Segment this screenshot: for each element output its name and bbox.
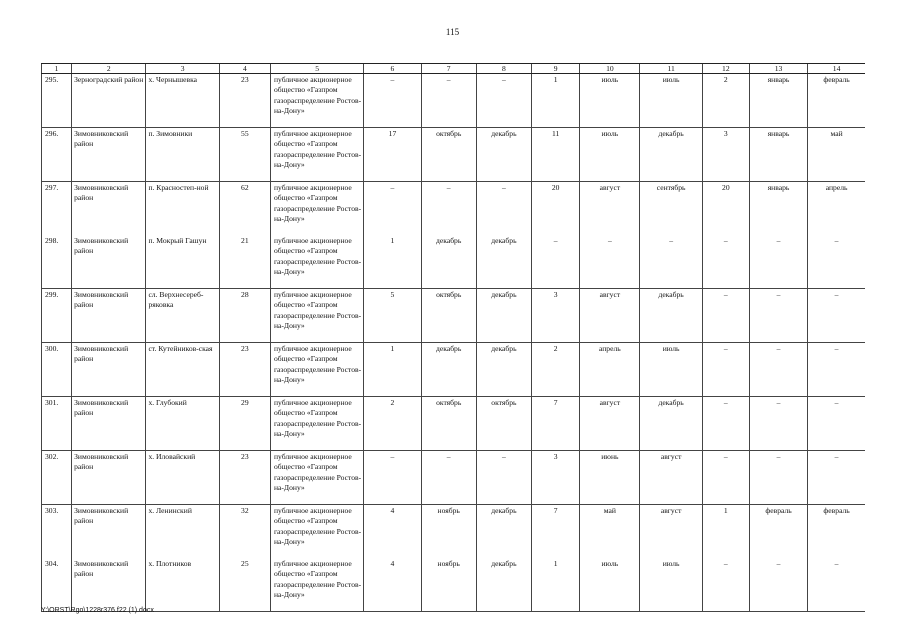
value-cell: 11	[532, 128, 580, 182]
month-cell: апрель	[580, 343, 640, 397]
count-cell: 55	[219, 128, 270, 182]
month-cell: сентябрь	[640, 182, 702, 236]
month-cell: декабрь	[476, 235, 531, 289]
month-cell: май	[808, 128, 865, 182]
district-cell: Зимовниковский район	[72, 128, 146, 182]
row-number: 301.	[42, 397, 72, 451]
column-header: 8	[476, 64, 531, 74]
district-cell: Зимовниковский район	[72, 451, 146, 505]
value-cell: 2	[702, 74, 749, 128]
column-header: 7	[421, 64, 476, 74]
count-cell: 28	[219, 289, 270, 343]
table-row	[42, 505, 866, 559]
column-header: 3	[146, 64, 219, 74]
month-cell: –	[476, 182, 531, 236]
month-cell: октябрь	[476, 397, 531, 451]
table-row	[42, 182, 866, 236]
month-cell: –	[808, 558, 865, 612]
table-row	[42, 235, 866, 289]
column-header: 5	[270, 64, 363, 74]
month-cell: октябрь	[421, 397, 476, 451]
settlement-cell: п. Мокрый Гашун	[146, 235, 219, 289]
value-cell: 1	[364, 235, 421, 289]
value-cell: –	[702, 397, 749, 451]
month-cell: февраль	[808, 74, 865, 128]
month-cell: август	[640, 505, 702, 559]
settlement-cell: п. Красностеп-ной	[146, 182, 219, 236]
count-cell: 23	[219, 343, 270, 397]
row-number: 300.	[42, 343, 72, 397]
organization-cell: публичное акционерное общество «Газпром газораспределение Ростов-на-Дону»	[270, 505, 363, 559]
column-number-row	[42, 64, 866, 74]
table-row	[42, 343, 866, 397]
table-row	[42, 128, 866, 182]
district-cell: Зимовниковский район	[72, 289, 146, 343]
table-row	[42, 451, 866, 505]
file-path-footer: Y:\ORST\Rgo\1228r376.f22 (1).docx	[41, 607, 154, 614]
month-cell: август	[580, 289, 640, 343]
count-cell: 21	[219, 235, 270, 289]
month-cell: –	[749, 289, 807, 343]
month-cell: январь	[749, 74, 807, 128]
month-cell: ноябрь	[421, 505, 476, 559]
settlement-cell: х. Чернышевка	[146, 74, 219, 128]
organization-cell: публичное акционерное общество «Газпром газораспределение Ростов-на-Дону»	[270, 558, 363, 612]
month-cell: декабрь	[476, 128, 531, 182]
month-cell: июль	[580, 128, 640, 182]
row-number: 304.	[42, 558, 72, 612]
month-cell: декабрь	[421, 235, 476, 289]
district-cell: Зимовниковский район	[72, 558, 146, 612]
month-cell: июнь	[580, 451, 640, 505]
column-header: 12	[702, 64, 749, 74]
column-header: 2	[72, 64, 146, 74]
month-cell: –	[808, 343, 865, 397]
settlement-cell: х. Глубокий	[146, 397, 219, 451]
month-cell: –	[421, 451, 476, 505]
month-cell: декабрь	[640, 128, 702, 182]
row-number: 298.	[42, 235, 72, 289]
settlement-cell: п. Зимовники	[146, 128, 219, 182]
row-number: 299.	[42, 289, 72, 343]
table-row	[42, 558, 866, 612]
month-cell: август	[640, 451, 702, 505]
value-cell: –	[364, 451, 421, 505]
organization-cell: публичное акционерное общество «Газпром газораспределение Ростов-на-Дону»	[270, 74, 363, 128]
month-cell: –	[808, 397, 865, 451]
column-header: 11	[640, 64, 702, 74]
month-cell: июль	[580, 558, 640, 612]
month-cell: июль	[640, 74, 702, 128]
value-cell: 4	[364, 558, 421, 612]
month-cell: декабрь	[476, 343, 531, 397]
month-cell: июль	[640, 558, 702, 612]
month-cell: апрель	[808, 182, 865, 236]
month-cell: –	[421, 182, 476, 236]
month-cell: май	[580, 505, 640, 559]
row-number: 302.	[42, 451, 72, 505]
month-cell: август	[580, 182, 640, 236]
month-cell: –	[476, 451, 531, 505]
month-cell: январь	[749, 128, 807, 182]
column-header: 13	[749, 64, 807, 74]
row-number: 296.	[42, 128, 72, 182]
value-cell: –	[532, 235, 580, 289]
value-cell: 3	[532, 289, 580, 343]
month-cell: –	[749, 343, 807, 397]
settlement-cell: ст. Кутейников-ская	[146, 343, 219, 397]
month-cell: –	[749, 451, 807, 505]
value-cell: –	[702, 289, 749, 343]
value-cell: 17	[364, 128, 421, 182]
value-cell: –	[364, 74, 421, 128]
district-cell: Зимовниковский район	[72, 235, 146, 289]
count-cell: 23	[219, 451, 270, 505]
month-cell: октябрь	[421, 289, 476, 343]
month-cell: –	[580, 235, 640, 289]
district-cell: Зимовниковский район	[72, 505, 146, 559]
value-cell: 3	[532, 451, 580, 505]
settlement-cell: х. Плотников	[146, 558, 219, 612]
month-cell: –	[808, 451, 865, 505]
settlement-cell: х. Иловайский	[146, 451, 219, 505]
value-cell: 1	[364, 343, 421, 397]
value-cell: –	[702, 558, 749, 612]
organization-cell: публичное акционерное общество «Газпром газораспределение Ростов-на-Дону»	[270, 451, 363, 505]
month-cell: август	[580, 397, 640, 451]
month-cell: ноябрь	[421, 558, 476, 612]
month-cell: –	[749, 235, 807, 289]
count-cell: 25	[219, 558, 270, 612]
column-header: 14	[808, 64, 865, 74]
value-cell: 2	[532, 343, 580, 397]
month-cell: –	[421, 74, 476, 128]
month-cell: декабрь	[476, 558, 531, 612]
value-cell: 20	[702, 182, 749, 236]
district-cell: Зерноградский район	[72, 74, 146, 128]
value-cell: –	[702, 343, 749, 397]
value-cell: 7	[532, 397, 580, 451]
month-cell: февраль	[808, 505, 865, 559]
value-cell: 4	[364, 505, 421, 559]
value-cell: –	[702, 451, 749, 505]
value-cell: –	[364, 182, 421, 236]
value-cell: 1	[532, 558, 580, 612]
month-cell: декабрь	[640, 397, 702, 451]
month-cell: январь	[749, 182, 807, 236]
month-cell: декабрь	[421, 343, 476, 397]
month-cell: –	[749, 397, 807, 451]
table-row	[42, 74, 866, 128]
table-row	[42, 397, 866, 451]
row-number: 297.	[42, 182, 72, 236]
count-cell: 32	[219, 505, 270, 559]
column-header: 10	[580, 64, 640, 74]
column-header: 9	[532, 64, 580, 74]
row-number: 303.	[42, 505, 72, 559]
month-cell: декабрь	[640, 289, 702, 343]
month-cell: июль	[640, 343, 702, 397]
page-number: 115	[445, 27, 460, 37]
column-header: 4	[219, 64, 270, 74]
column-header: 1	[42, 64, 72, 74]
district-cell: Зимовниковский район	[72, 343, 146, 397]
month-cell: декабрь	[476, 505, 531, 559]
settlement-cell: сл. Верхнесереб-ряковка	[146, 289, 219, 343]
count-cell: 29	[219, 397, 270, 451]
organization-cell: публичное акционерное общество «Газпром газораспределение Ростов-на-Дону»	[270, 343, 363, 397]
table-row	[42, 289, 866, 343]
value-cell: 1	[702, 505, 749, 559]
month-cell: –	[808, 289, 865, 343]
count-cell: 23	[219, 74, 270, 128]
month-cell: октябрь	[421, 128, 476, 182]
month-cell: февраль	[749, 505, 807, 559]
value-cell: 7	[532, 505, 580, 559]
count-cell: 62	[219, 182, 270, 236]
month-cell: декабрь	[476, 289, 531, 343]
month-cell: –	[476, 74, 531, 128]
value-cell: 2	[364, 397, 421, 451]
month-cell: –	[808, 235, 865, 289]
value-cell: –	[702, 235, 749, 289]
value-cell: 3	[702, 128, 749, 182]
value-cell: 20	[532, 182, 580, 236]
value-cell: 1	[532, 74, 580, 128]
organization-cell: публичное акционерное общество «Газпром газораспределение Ростов-на-Дону»	[270, 235, 363, 289]
value-cell: 5	[364, 289, 421, 343]
district-cell: Зимовниковский район	[72, 182, 146, 236]
row-number: 295.	[42, 74, 72, 128]
month-cell: –	[749, 558, 807, 612]
month-cell: июль	[580, 74, 640, 128]
column-header: 6	[364, 64, 421, 74]
district-cell: Зимовниковский район	[72, 397, 146, 451]
organization-cell: публичное акционерное общество «Газпром газораспределение Ростов-на-Дону»	[270, 128, 363, 182]
month-cell: –	[640, 235, 702, 289]
organization-cell: публичное акционерное общество «Газпром газораспределение Ростов-на-Дону»	[270, 397, 363, 451]
settlement-cell: х. Ленинский	[146, 505, 219, 559]
organization-cell: публичное акционерное общество «Газпром газораспределение Ростов-на-Дону»	[270, 182, 363, 236]
organization-cell: публичное акционерное общество «Газпром газораспределение Ростов-на-Дону»	[270, 289, 363, 343]
gasification-schedule-table	[41, 63, 865, 612]
